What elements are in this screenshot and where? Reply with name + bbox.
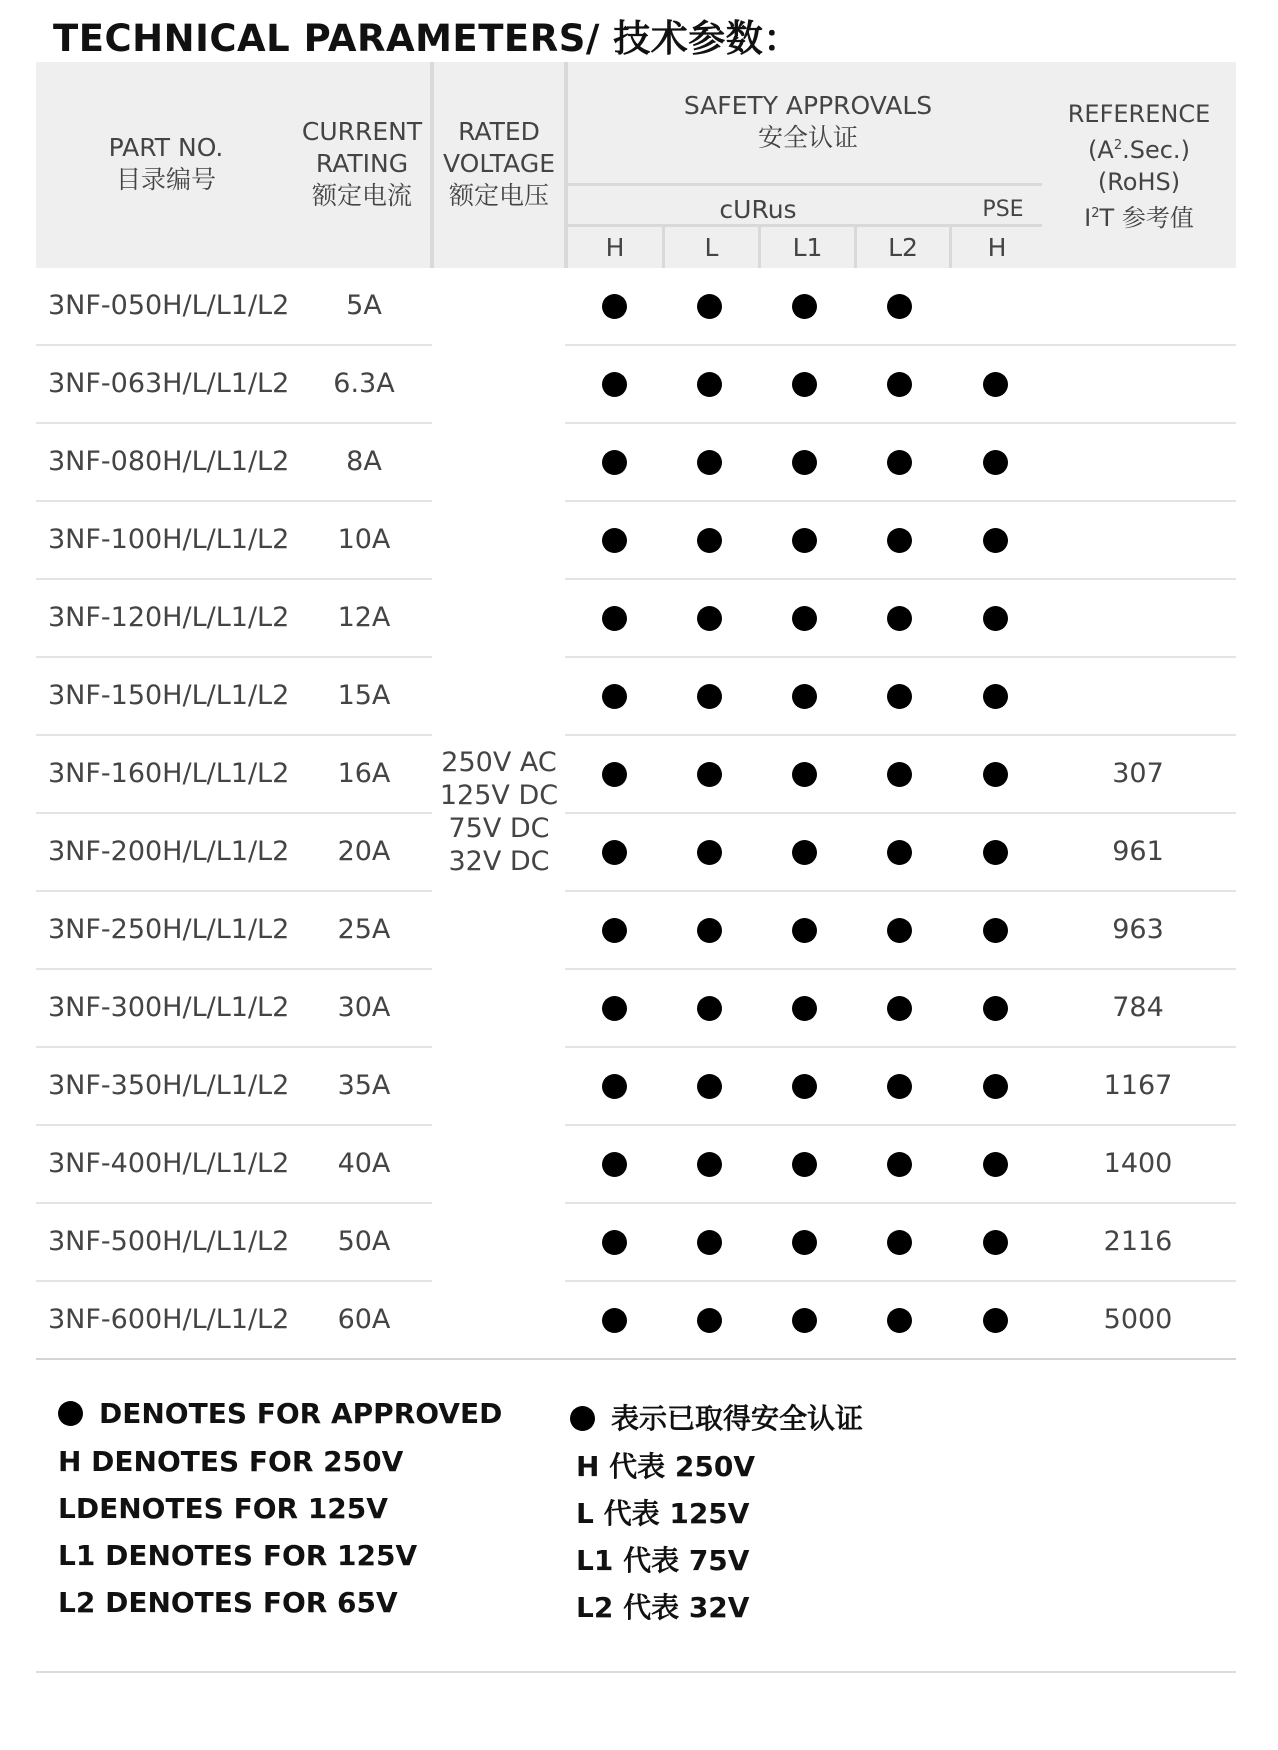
approved-dot-icon [887, 606, 912, 631]
approved-dot-icon [887, 1152, 912, 1177]
approved-dot-icon [602, 762, 627, 787]
approved-dot-icon [697, 684, 722, 709]
reference-value: 1167 [1103, 1070, 1173, 1101]
approved-dot-icon [602, 840, 627, 865]
header-ref-line2 [1042, 130, 1236, 166]
approved-dot-icon [983, 372, 1008, 397]
table-row [0, 814, 1278, 892]
row-divider [36, 1358, 1236, 1360]
approved-dot-icon [792, 1152, 817, 1177]
part-number: 3NF-080H/L/L1/L2 [48, 446, 290, 477]
approved-dot-icon [602, 918, 627, 943]
approved-dot-icon [792, 294, 817, 319]
approved-dot-icon [887, 450, 912, 475]
table-row [0, 268, 1278, 346]
table-row [0, 1204, 1278, 1282]
approved-dot-icon [887, 1308, 912, 1333]
header-part-no-en: PART NO. [108, 133, 224, 162]
dot-icon [570, 1406, 595, 1431]
current-rating: 60A [337, 1304, 391, 1335]
approved-dot-icon [792, 450, 817, 475]
approved-dot-icon [697, 1230, 722, 1255]
table-row [0, 736, 1278, 814]
reference-value [1040, 658, 1236, 734]
header-ref-line3: (RoHS) [1097, 168, 1181, 196]
table-row [0, 658, 1278, 736]
reference-value [1040, 424, 1236, 500]
approved-dot-icon [887, 996, 912, 1021]
header-safety-cn: 安全认证 [757, 123, 858, 152]
approved-dot-icon [697, 996, 722, 1021]
header-ref-2a: (A [1088, 136, 1114, 164]
table-row [0, 502, 1278, 580]
approved-dot-icon [697, 918, 722, 943]
part-number: 3NF-150H/L/L1/L2 [48, 680, 290, 711]
approved-dot-icon [792, 606, 817, 631]
rated-voltage-line: 75V DC [448, 813, 550, 844]
part-number: 3NF-063H/L/L1/L2 [48, 368, 290, 399]
approved-dot-icon [887, 372, 912, 397]
header-sub-l1: L1 [792, 233, 823, 262]
header-safety-approvals [568, 90, 1048, 154]
approved-dot-icon [697, 1308, 722, 1333]
approved-dot-icon [792, 372, 817, 397]
approved-dot-icon [983, 1308, 1008, 1333]
legend-h-cn: H 代表 250V [576, 1450, 756, 1483]
approved-dot-icon [792, 684, 817, 709]
approved-dot-icon [602, 528, 627, 553]
approved-dot-icon [887, 1074, 912, 1099]
header-voltage-cn: 额定电压 [448, 181, 549, 210]
approved-dot-icon [983, 528, 1008, 553]
approved-dot-icon [602, 372, 627, 397]
part-number: 3NF-250H/L/L1/L2 [48, 914, 290, 945]
current-rating: 5A [346, 290, 382, 321]
table-row [0, 346, 1278, 424]
reference-value: 963 [1112, 914, 1164, 945]
approved-dot-icon [983, 1230, 1008, 1255]
header-ref-4sup: 2 [1091, 206, 1100, 221]
current-rating: 25A [337, 914, 391, 945]
rated-voltage-cell [432, 746, 566, 878]
approved-dot-icon [983, 606, 1008, 631]
approved-dot-icon [602, 1074, 627, 1099]
current-rating: 30A [337, 992, 391, 1023]
part-number: 3NF-050H/L/L1/L2 [48, 290, 290, 321]
table-row [0, 424, 1278, 502]
approved-dot-icon [983, 840, 1008, 865]
header-ref-line1: REFERENCE [1067, 100, 1211, 128]
part-number: 3NF-100H/L/L1/L2 [48, 524, 290, 555]
legend-l-en: LDENOTES FOR 125V [58, 1492, 388, 1525]
approved-dot-icon [983, 684, 1008, 709]
rated-voltage-line: 32V DC [448, 846, 550, 877]
part-number: 3NF-160H/L/L1/L2 [48, 758, 290, 789]
header-pse: PSE [982, 197, 1024, 222]
part-number: 3NF-120H/L/L1/L2 [48, 602, 290, 633]
approved-dot-icon [792, 528, 817, 553]
table-row [0, 580, 1278, 658]
header-ref-2b: .Sec.) [1122, 136, 1190, 164]
header-rated-voltage [434, 116, 564, 212]
page-title: TECHNICAL PARAMETERS/ 技术参数： [53, 17, 801, 60]
header-current-rating [292, 116, 432, 212]
current-rating: 10A [337, 524, 391, 555]
approved-dot-icon [602, 1152, 627, 1177]
approved-dot-icon [983, 918, 1008, 943]
footer-divider [36, 1671, 1236, 1673]
header-current-cn: 额定电流 [311, 181, 412, 210]
reference-value [1040, 502, 1236, 578]
legend-approved-cn [570, 1397, 863, 1437]
header-sub-l2: L2 [888, 233, 918, 262]
approved-dot-icon [887, 918, 912, 943]
header-current-en1: CURRENT [301, 117, 423, 146]
approved-dot-icon [697, 1074, 722, 1099]
current-rating: 15A [337, 680, 391, 711]
reference-value [1040, 346, 1236, 422]
rated-voltage-line: 250V AC [441, 747, 557, 778]
reference-value: 784 [1112, 992, 1164, 1023]
approved-dot-icon [983, 1074, 1008, 1099]
approved-dot-icon [602, 606, 627, 631]
approved-dot-icon [887, 762, 912, 787]
approved-dot-icon [602, 684, 627, 709]
header-ref-4b: T 参考值 [1099, 204, 1194, 232]
legend-l1-en: L1 DENOTES FOR 125V [58, 1539, 418, 1572]
legend-text: 表示已取得安全认证 [611, 1402, 864, 1435]
approved-dot-icon [792, 1230, 817, 1255]
part-number: 3NF-300H/L/L1/L2 [48, 992, 290, 1023]
header-ref-4a: I [1084, 204, 1092, 232]
approved-dot-icon [792, 1074, 817, 1099]
header-sub-l: L [704, 233, 719, 262]
reference-value: 1400 [1103, 1148, 1173, 1179]
approved-dot-icon [792, 840, 817, 865]
approved-dot-icon [602, 294, 627, 319]
approved-dot-icon [697, 294, 722, 319]
approved-dot-icon [887, 840, 912, 865]
current-rating: 6.3A [333, 368, 395, 399]
approved-dot-icon [792, 1308, 817, 1333]
approved-dot-icon [697, 1152, 722, 1177]
header-current-en2: RATING [315, 149, 409, 178]
approved-dot-icon [887, 294, 912, 319]
legend-l-cn: L 代表 125V [576, 1497, 750, 1530]
header-voltage-en2: VOLTAGE [443, 149, 555, 178]
header-ref-2sup: 2 [1113, 138, 1123, 153]
approved-dot-icon [983, 762, 1008, 787]
legend-l2-en: L2 DENOTES FOR 65V [58, 1586, 398, 1619]
table-row [0, 1126, 1278, 1204]
table-header [36, 62, 1236, 268]
legend-h-en: H DENOTES FOR 250V [58, 1445, 404, 1478]
approved-dot-icon [887, 684, 912, 709]
rated-voltage-line: 125V DC [439, 780, 559, 811]
legend-text: DENOTES FOR APPROVED [99, 1397, 503, 1430]
current-rating: 12A [337, 602, 391, 633]
approved-dot-icon [792, 762, 817, 787]
legend-l1-cn: L1 代表 75V [576, 1544, 750, 1577]
header-sub-pse-h: H [987, 233, 1007, 262]
approved-dot-icon [602, 1230, 627, 1255]
reference-value [1040, 580, 1236, 656]
approved-dot-icon [983, 450, 1008, 475]
current-rating: 35A [337, 1070, 391, 1101]
approved-dot-icon [887, 528, 912, 553]
approved-dot-icon [602, 996, 627, 1021]
part-number: 3NF-350H/L/L1/L2 [48, 1070, 290, 1101]
approved-dot-icon [697, 840, 722, 865]
header-voltage-en1: RATED [458, 117, 540, 146]
header-safety-en: SAFETY APPROVALS [683, 91, 933, 120]
header-part-no-cn: 目录编号 [115, 165, 216, 194]
reference-value: 961 [1112, 836, 1164, 867]
approved-dot-icon [602, 1308, 627, 1333]
legend-l2-cn: L2 代表 32V [576, 1591, 750, 1624]
header-part-no [36, 132, 296, 196]
reference-value [1040, 268, 1236, 344]
approved-dot-icon [697, 762, 722, 787]
dot-icon [58, 1401, 83, 1426]
current-rating: 16A [337, 758, 391, 789]
part-number: 3NF-500H/L/L1/L2 [48, 1226, 290, 1257]
approved-dot-icon [602, 450, 627, 475]
reference-value: 307 [1112, 758, 1164, 789]
part-number: 3NF-600H/L/L1/L2 [48, 1304, 290, 1335]
approved-dot-icon [983, 996, 1008, 1021]
approved-dot-icon [887, 1230, 912, 1255]
approved-dot-icon [792, 918, 817, 943]
current-rating: 20A [337, 836, 391, 867]
approved-dot-icon [697, 450, 722, 475]
header-sub-h: H [605, 233, 625, 262]
part-number: 3NF-200H/L/L1/L2 [48, 836, 290, 867]
current-rating: 50A [337, 1226, 391, 1257]
current-rating: 8A [346, 446, 382, 477]
table-row [0, 1048, 1278, 1126]
table-row [0, 1282, 1278, 1360]
table-row [0, 892, 1278, 970]
approved-dot-icon [697, 606, 722, 631]
reference-value: 5000 [1103, 1304, 1173, 1335]
approved-dot-icon [983, 1152, 1008, 1177]
header-reference [1042, 98, 1236, 234]
header-divider [568, 183, 1042, 186]
legend-approved-en [58, 1397, 502, 1430]
header-curus: cURus [719, 195, 797, 224]
current-rating: 40A [337, 1148, 391, 1179]
part-number: 3NF-400H/L/L1/L2 [48, 1148, 290, 1179]
reference-value: 2116 [1103, 1226, 1173, 1257]
table-row [0, 970, 1278, 1048]
approved-dot-icon [697, 528, 722, 553]
approved-dot-icon [697, 372, 722, 397]
approved-dot-icon [792, 996, 817, 1021]
header-ref-line4 [1042, 198, 1236, 234]
